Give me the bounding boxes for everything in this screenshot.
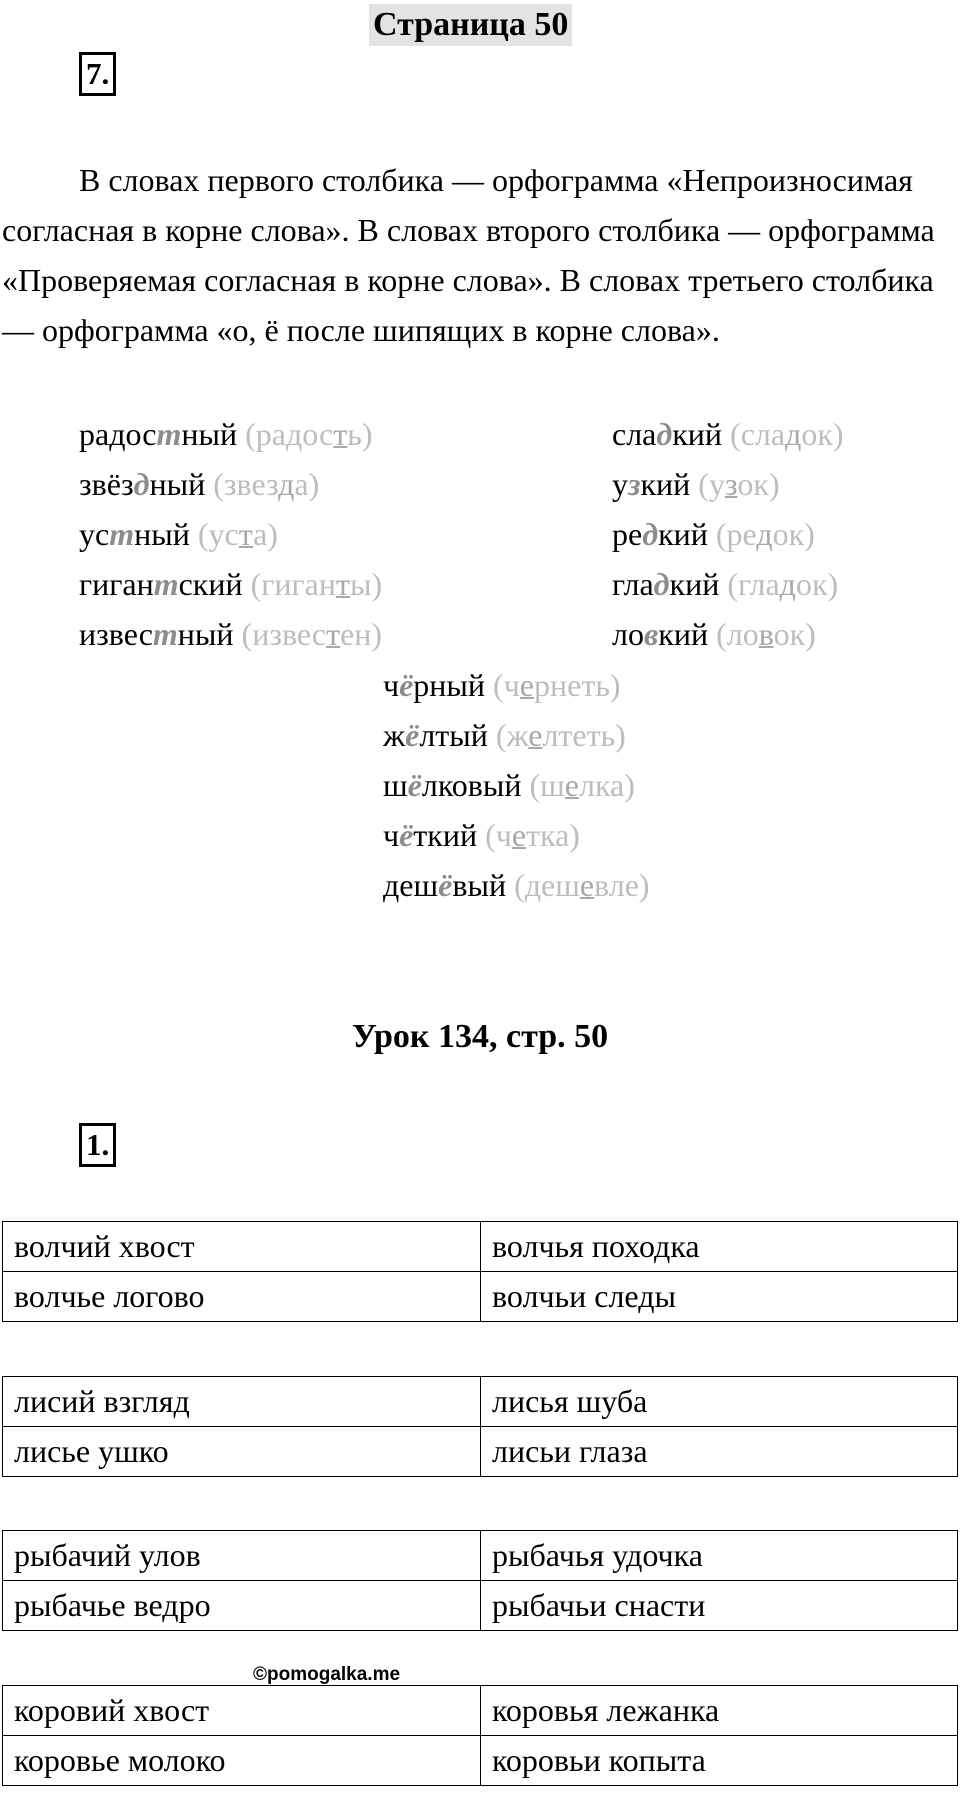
- pairs-table-fisherman: [2, 1530, 958, 1631]
- table-row: [3, 1377, 958, 1427]
- task-7-paragraph: [2, 155, 957, 355]
- check-word: (четка): [485, 817, 580, 853]
- check-word: (известен): [241, 616, 383, 652]
- check-word: (шелка): [529, 767, 635, 803]
- word-col3-3: чёткий (четка): [383, 817, 580, 853]
- check-word: (чернеть): [493, 667, 621, 703]
- word-col2-1: узкий (узок): [612, 466, 780, 502]
- check-word: (радость): [245, 416, 373, 452]
- page-title: Страница 50: [369, 4, 572, 46]
- table-row: [3, 1736, 958, 1786]
- table-row: [3, 1427, 958, 1477]
- check-word: (гиганты): [250, 566, 383, 602]
- table-row: [3, 1222, 958, 1272]
- check-word: (ловок): [716, 616, 816, 652]
- word-col2-0: сладкий (сладок): [612, 416, 844, 452]
- check-word: (дешевле): [514, 867, 650, 903]
- word-col1-2: устный (уста): [79, 516, 278, 552]
- word-col1-3: гигантский (гиганты): [79, 566, 383, 602]
- table-cell: рыбачий улов: [3, 1531, 481, 1581]
- word-col1-1: звёздный (звезда): [79, 466, 320, 502]
- table-cell: волчье логово: [3, 1272, 481, 1322]
- table-cell: коровье молоко: [3, 1736, 481, 1786]
- table-cell: волчья походка: [481, 1222, 958, 1272]
- check-word: (узок): [698, 466, 780, 502]
- table-cell: коровьи копыта: [481, 1736, 958, 1786]
- pairs-table-fox: [2, 1376, 958, 1477]
- check-word: (уста): [197, 516, 278, 552]
- table-cell: лисьи глаза: [481, 1427, 958, 1477]
- word-col1-0: радостный (радость): [79, 416, 373, 452]
- table-cell: коровья лежанка: [481, 1686, 958, 1736]
- task-7-paragraph-text: В словах первого столбика — орфограмма «Непроизносимая согласная в корне слова». В словах второго столбика — орфограмма «Проверяемая согласная в корне слова». В словах третьего столбика — орфограмма «о, ё после шипящих в корне слова».: [2, 162, 935, 348]
- check-word: (гладок): [727, 566, 839, 602]
- table-cell: рыбачья удочка: [481, 1531, 958, 1581]
- table-cell: рыбачьи снасти: [481, 1581, 958, 1631]
- word-col1-4: известный (известен): [79, 616, 383, 652]
- word-col3-2: шёлковый (шелка): [383, 767, 635, 803]
- word-col2-4: ловкий (ловок): [612, 616, 816, 652]
- check-word: (редок): [715, 516, 815, 552]
- table-row: [3, 1531, 958, 1581]
- word-col3-0: чёрный (чернеть): [383, 667, 621, 703]
- check-word: (звезда): [213, 466, 320, 502]
- task-1-badge: 1.: [79, 1123, 116, 1167]
- check-word: (сладок): [730, 416, 844, 452]
- table-cell: лисий взгляд: [3, 1377, 481, 1427]
- table-row: [3, 1272, 958, 1322]
- word-col3-1: жёлтый (желтеть): [383, 717, 626, 753]
- pairs-table-wolf: [2, 1221, 958, 1322]
- table-cell: лисье ушко: [3, 1427, 481, 1477]
- word-col2-3: гладкий (гладок): [612, 566, 839, 602]
- table-cell: рыбачье ведро: [3, 1581, 481, 1631]
- table-cell: волчьи следы: [481, 1272, 958, 1322]
- table-cell: волчий хвост: [3, 1222, 481, 1272]
- pairs-table-cow: [2, 1685, 958, 1786]
- lesson-title: Урок 134, стр. 50: [351, 1018, 609, 1055]
- check-word: (желтеть): [495, 717, 626, 753]
- word-col2-2: редкий (редок): [612, 516, 815, 552]
- table-cell: лисья шуба: [481, 1377, 958, 1427]
- task-7-badge: 7.: [79, 52, 116, 96]
- table-cell: коровий хвост: [3, 1686, 481, 1736]
- word-col3-4: дешёвый (дешевле): [383, 867, 650, 903]
- table-row: [3, 1581, 958, 1631]
- watermark: ©pomogalka.me: [253, 1664, 401, 1685]
- table-row: [3, 1686, 958, 1736]
